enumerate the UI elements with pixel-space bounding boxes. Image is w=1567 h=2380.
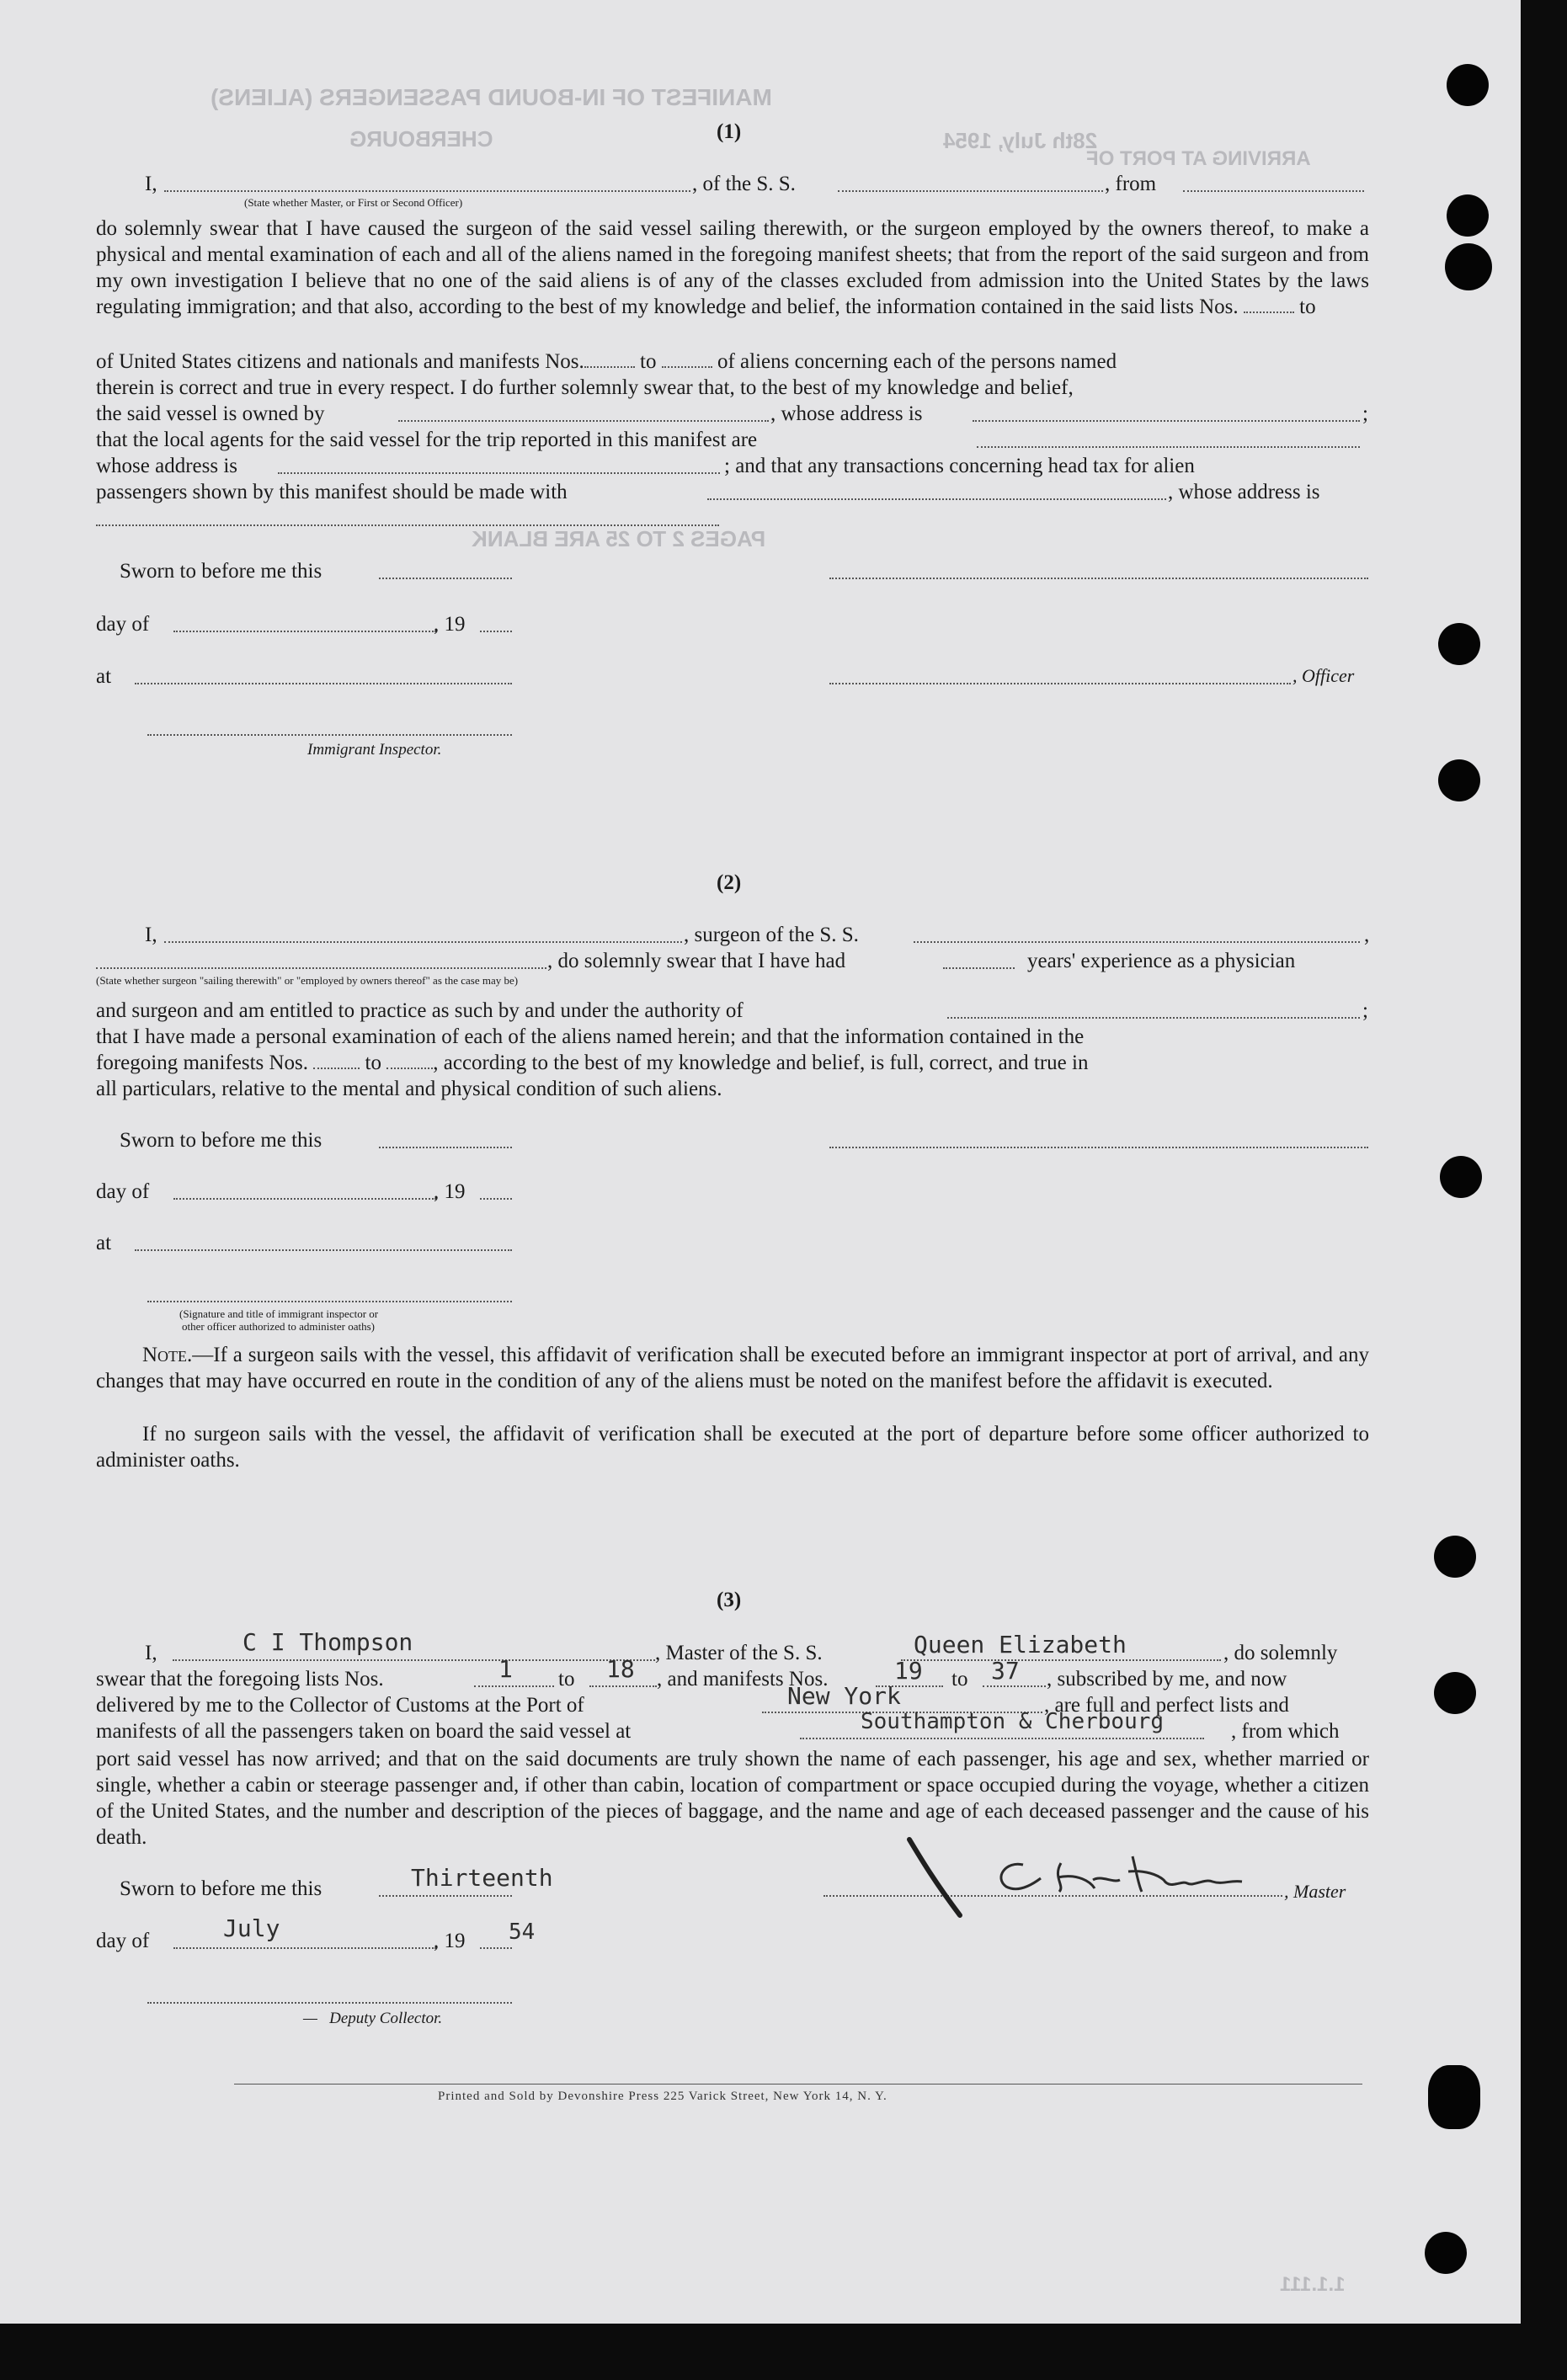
s1-agents-label: that the local agents for the said vessel for the trip reported in this manifest are [96,429,758,451]
s1-owner-field [398,420,769,422]
s1-of-ss-label: , of the S. S. [692,173,796,195]
s3-ship-name: Queen Elizabeth [914,1631,1127,1659]
s3-and-manifests: , and manifests Nos. [657,1668,829,1690]
punch-hole [1445,243,1492,290]
s1-sworn-field [379,578,512,579]
s3-to-2: to [951,1668,968,1690]
s3-manifests-to-field [983,1685,1046,1687]
s1-passengers-label: passengers shown by this manifest should be made with [96,481,568,503]
s3-i-label: I, [145,1642,157,1664]
s2-years-field [943,967,1015,969]
s3-sworn-field [379,1895,512,1897]
s2-sig-note-2: other officer authorized to administer oaths) [182,1320,375,1333]
s3-port: New York [787,1682,901,1710]
s3-full-perfect: , are full and perfect lists and [1044,1694,1289,1717]
s3-deputy-label: — Deputy Collector. [303,2010,443,2027]
s2-year-field [480,1198,512,1200]
s1-owner-address-label: , whose address is [770,402,923,425]
s2-day-field [173,1198,436,1200]
s1-agent-address-field [278,472,720,474]
scan-border-right [1521,0,1567,2380]
s3-day-field [173,1947,436,1949]
s3-to-1: to [558,1668,575,1690]
s3-lists-to: 18 [606,1655,635,1683]
s2-at-label: at [96,1232,112,1254]
s2-capacity-field [96,967,546,969]
s2-surgeon-name-field [164,941,682,943]
section-3-number: (3) [717,1589,742,1611]
s1-master-signature-line [829,578,1368,579]
s2-authority-label: and surgeon and am entitled to practice as such by and under the authority of [96,999,744,1022]
scan-border-bottom [0,2324,1567,2380]
s2-i-label: I, [145,924,157,946]
s3-subscribed: , subscribed by me, and now [1047,1668,1287,1690]
s2-at-field [135,1249,512,1251]
bleed-header-3: ARRIVING AT PORT OF [1086,147,1311,170]
s2-surgeon-of-label: , surgeon of the S. S. [684,924,859,946]
s1-year-field [480,631,512,632]
s2-surgeon-note: (State whether surgeon "sailing therewith" or "employed by owners thereof" as the case may be) [96,974,519,987]
s1-master-field [164,190,690,192]
s1-day-label: day of [96,613,150,636]
s3-delivered: delivered by me to the Collector of Customs at the Port of [96,1694,584,1717]
s2-sworn-label: Sworn to before me this [120,1129,322,1152]
s3-year-suffix: 54 [509,1919,536,1945]
s2-year-label: , 19 [434,1180,466,1203]
s1-agents-field [977,446,1360,448]
s3-manifests-from: 19 [894,1657,923,1685]
s3-master-of-label: , Master of the S. S. [655,1642,823,1664]
s1-at-field [135,683,512,684]
s2-surgeon-signature-line [829,1147,1368,1148]
s2-comma: , [1364,924,1370,946]
s2-semicolon: ; [1362,999,1368,1022]
s1-officer-line [829,683,1291,684]
s1-agent-address-label: whose address is [96,455,238,477]
s1-owner-address-field [973,420,1360,422]
punch-hole [1428,2065,1480,2129]
s2-do-swear: , do solemnly swear that I have had [547,950,846,972]
s2-examination: that I have made a personal examination of each of the aliens named herein; and that the information contained in the [96,1025,1085,1048]
s3-sworn-day: Thirteenth [411,1864,553,1892]
punch-hole [1434,1672,1476,1714]
s3-from-which: , from which [1231,1720,1340,1743]
s3-year-label: , 19 [434,1930,466,1952]
punch-hole [1438,623,1480,665]
s1-taxagent-address-label: , whose address is [1168,481,1320,503]
s1-citizens-line: of United States citizens and nationals and manifests Nos. to of aliens concerning each of the persons named [96,350,1117,373]
s2-note: Note.—If a surgeon sails with the vessel, this affidavit of verification shall be executed before an immigrant inspector at port of arrival, and any changes that may have occurred en route in the condition of any of the aliens must be noted on the manifest before the affidavit is executed. [96,1344,1369,1392]
s1-officer-label: , Officer [1293,665,1355,686]
bleed-mid: PAGES 2 TO 25 ARE BLANK [472,526,766,551]
s3-do-solemnly: , do solemnly [1223,1642,1338,1664]
s1-master-note: (State whether Master, or First or Second Officer) [244,196,463,209]
s1-inspector-label: Immigrant Inspector. [307,741,442,759]
s3-master-field [173,1659,655,1661]
s1-body: do solemnly swear that I have caused the surgeon of the said vessel sailing therewith, or the surgeon employed by the owners thereof, to make a physical and mental examination of each and all of the aliens named in the foregoing manifest sheets; that from the report of the said surgeon and from my own investigation I believe that no one of the said aliens is of any of the classes excluded from admission into the United States by the laws regulating immigration; and that also, according to the best of my knowledge and belief, the information contained in the said lists Nos. to [96,217,1369,318]
s1-from-label: , from [1105,173,1157,195]
s3-year-field [480,1947,512,1949]
s1-at-label: at [96,665,112,688]
s2-note-label: Note. [142,1344,193,1366]
s2-particulars: all particulars, relative to the mental and physical condition of such aliens. [96,1078,722,1100]
s3-ship-field [901,1659,1221,1661]
s3-sworn-label: Sworn to before me this [120,1877,322,1900]
s3-lists-from: 1 [498,1655,513,1683]
master-signature [893,1831,1263,1924]
punch-hole [1447,194,1489,237]
s1-day-field [173,631,436,632]
s1-taxagent-address-field [96,524,719,526]
printer-footer: Printed and Sold by Devonshire Press 225 Varick Street, New York 14, N. Y. [438,2090,887,2103]
punch-hole [1434,1536,1476,1578]
punch-hole [1425,2232,1467,2274]
s2-foregoing-line: foregoing manifests Nos. to , according to the best of my knowledge and belief, is full, correct, and true in [96,1052,1089,1074]
s3-master-label: , Master [1284,1881,1346,1902]
punch-hole [1440,1156,1482,1198]
s1-vessel-field [838,190,1103,192]
bleed-header-4: 28th July, 1954 [943,128,1098,153]
s3-month: July [223,1914,280,1942]
s1-correct-line: therein is correct and true in every respect. I do further solemnly swear that, to the best of my knowledge and belief, [96,376,1074,399]
punch-hole [1438,759,1480,801]
s1-year-label: , 19 [434,613,466,636]
s3-day-label: day of [96,1930,150,1952]
s2-vessel-field [914,941,1360,943]
s2-note-2: If no surgeon sails with the vessel, the affidavit of verification shall be executed at the port of departure before some officer authorized to administer oaths. [96,1423,1369,1472]
punch-hole [1447,64,1489,106]
s3-rest: port said vessel has now arrived; and that on the said documents are truly shown the name of each passenger, his age and sex, whether married or single, whether a cabin or steerage passenger and, if other than cabin, location of compartment or space occupied during the voyage, whether a citizen of the United States, and the number and description of the pieces of baggage, and the name and age of each deceased passenger and the cause of his death. [96,1748,1369,1849]
s2-inspector-line [147,1301,512,1302]
s1-semicolon: ; [1362,402,1368,425]
s3-deputy-line [147,2002,512,2004]
s3-departure-field [800,1738,1204,1739]
s1-owned-label: the said vessel is owned by [96,402,325,425]
s3-lists-from-field [474,1685,554,1687]
s2-years-exp: years' experience as a physician [1027,950,1296,972]
s3-lists-to-field [589,1685,657,1687]
s3-swear-lists: swear that the foregoing lists Nos. [96,1668,384,1690]
s2-sig-note-1: (Signature and title of immigrant inspector or [179,1307,379,1320]
s1-inspector-line [147,734,512,736]
s1-head-tax: ; and that any transactions concerning head tax for alien [724,455,1195,477]
s3-manifests-to: 37 [991,1657,1020,1685]
bleed-bottom-right: 1.1.111 [1280,2273,1346,2296]
s3-master-name: C I Thompson [243,1628,413,1656]
s1-taxagent-field [707,498,1166,500]
s2-authority-field [947,1017,1360,1019]
section-1-number: (1) [717,120,742,143]
s2-day-label: day of [96,1180,150,1203]
s1-sworn-label: Sworn to before me this [120,560,322,583]
section-2-number: (2) [717,871,742,894]
s3-manifests-of-all: manifests of all the passengers taken on board the said vessel at [96,1720,632,1743]
s3-departure-port: Southampton & Cherbourg [861,1709,1165,1734]
bleed-header-1: MANIFEST OF IN-BOUND PASSENGERS (ALIENS) [211,84,772,110]
s2-sworn-field [379,1147,512,1148]
bleed-header-2: CHERBOURG [349,126,493,152]
s1-i-label: I, [145,173,157,195]
s1-from-field [1183,190,1364,192]
